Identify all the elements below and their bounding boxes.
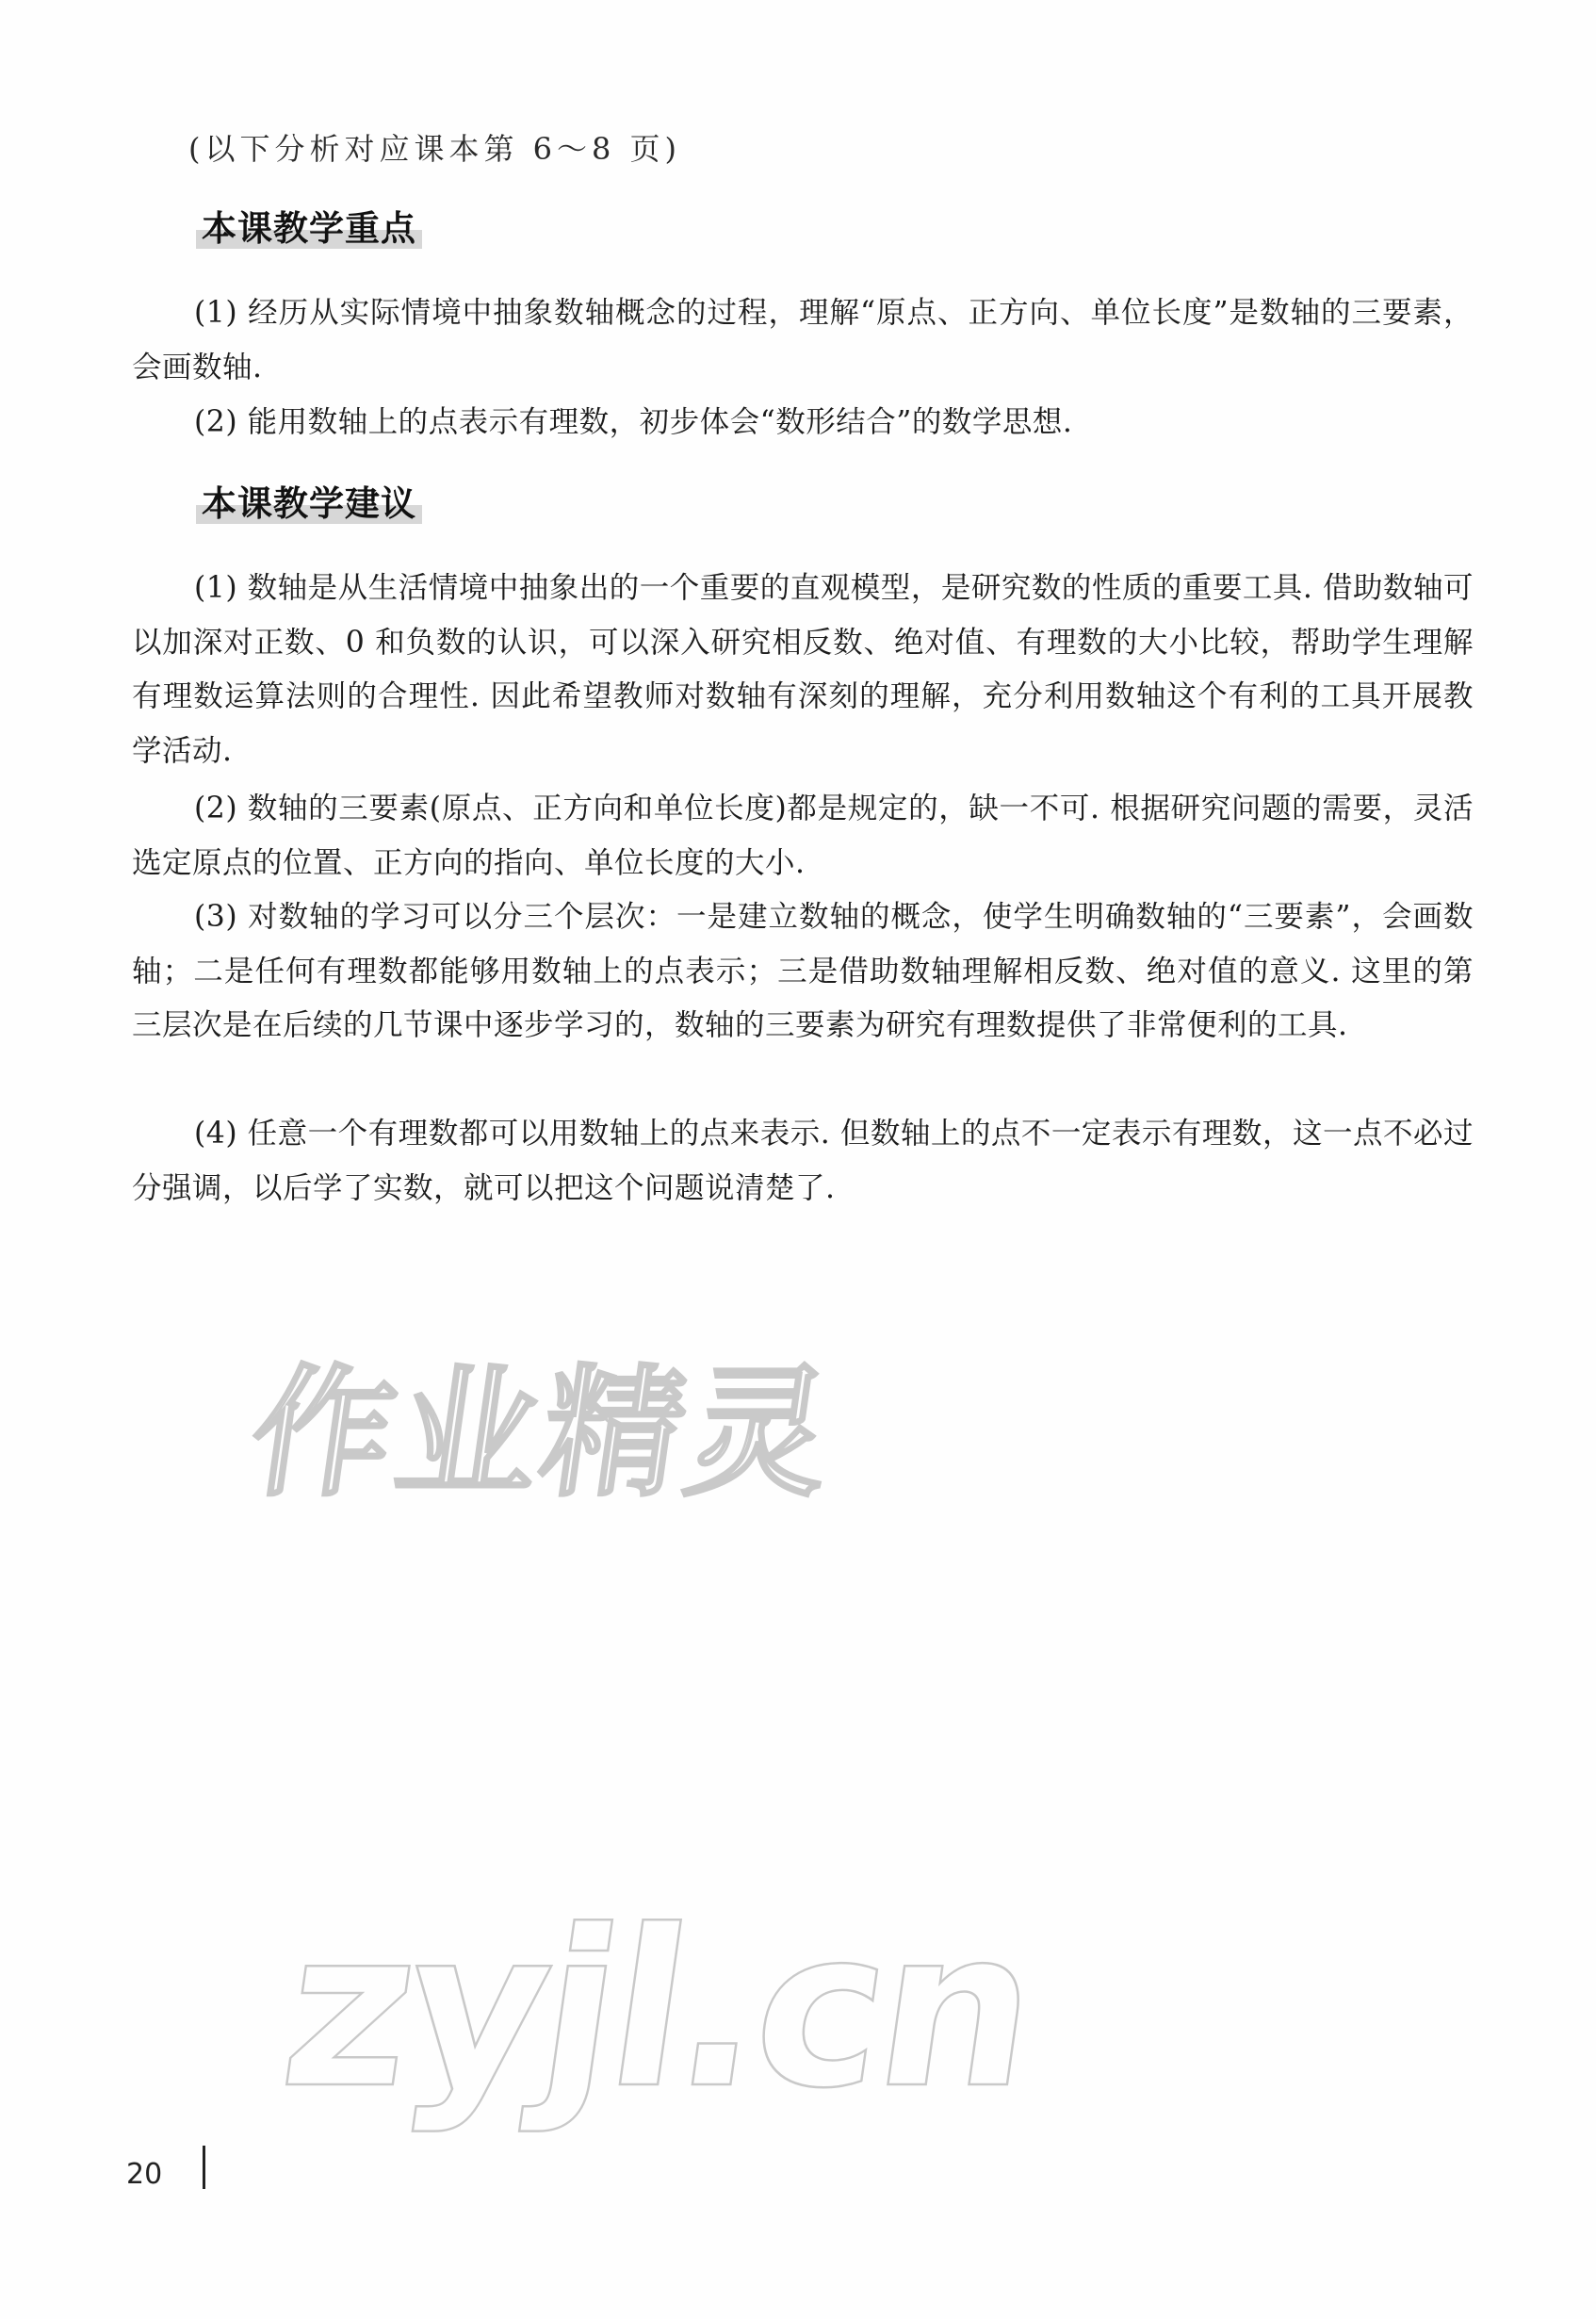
page-number-rule — [203, 2146, 205, 2189]
section-heading-key-points — [196, 200, 422, 251]
section-heading-text: 本课教学建议 — [202, 483, 416, 524]
watermark-logo-text: 作业精灵 — [240, 1352, 845, 1516]
source-note: (以下分析对应课本第 6～8 页) — [188, 131, 682, 167]
page-number: 20 — [126, 2158, 163, 2191]
suggestion-1: (1) 数轴是从生活情境中抽象出的一个重要的直观模型，是研究数的性质的重要工具. 借助数轴可以加深对正数、0 和负数的认识，可以深入研究相反数、绝对值、有理数的大小比较，帮助学生理解有理数运算法则的合理性. 因此希望教师对数轴有深刻的理解，充分利用数轴这个有利的工具开展教学活动. — [132, 571, 1474, 768]
key-point-2: (2) 能用数轴上的点表示有理数，初步体会“数形结合”的数学思想. — [194, 405, 1073, 439]
suggestion-4: (4) 任意一个有理数都可以用数轴上的点来表示. 但数轴上的点不一定表示有理数，这一点不必过分强调，以后学了实数，就可以把这个问题说清楚了. — [132, 1117, 1474, 1205]
key-point-1: (1) 经历从实际情境中抽象数轴概念的过程，理解“原点、正方向、单位长度”是数轴的三要素，会画数轴. — [132, 296, 1474, 384]
suggestion-2: (2) 数轴的三要素(原点、正方向和单位长度)都是规定的，缺一不可. 根据研究问题的需要，灵活选定原点的位置、正方向的指向、单位长度的大小. — [132, 792, 1474, 880]
watermark-site-text: zyjl.cn — [269, 1885, 1047, 2136]
suggestion-3: (3) 对数轴的学习可以分三个层次：一是建立数轴的概念，使学生明确数轴的“三要素”，会画数轴；二是任何有理数都能够用数轴上的点表示；三是借助数轴理解相反数、绝对值的意义. 这里的第三层次是在后续的几节课中逐步学习的，数轴的三要素为研究有理数提供了非常便利的工具. — [132, 900, 1474, 1042]
section-heading-text: 本课教学重点 — [202, 208, 416, 249]
section-heading-suggestions — [196, 475, 422, 526]
